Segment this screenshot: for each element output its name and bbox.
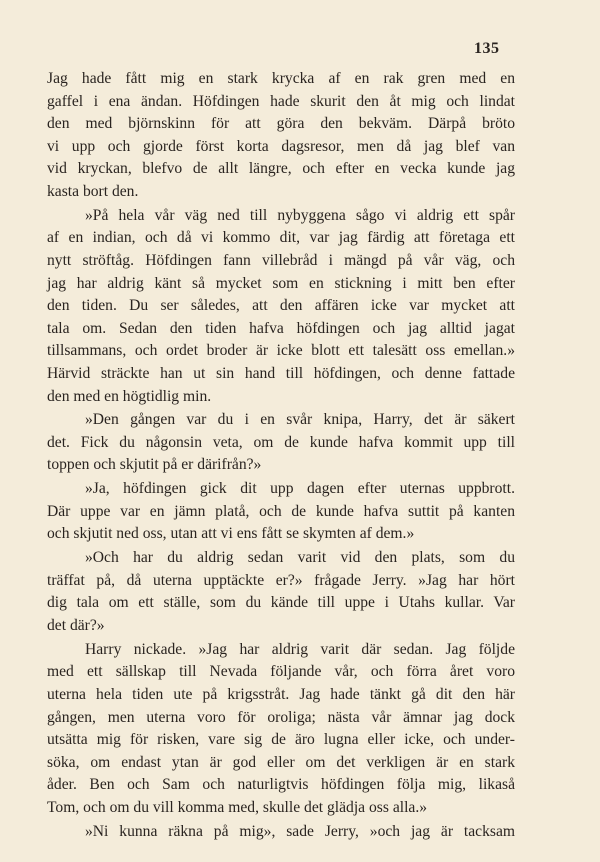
text-line: träffat på, då uterna upptäckte er?» frågade Jerry. »Jag har hört	[47, 571, 515, 589]
text-line: gaffel i ena ändan. Höfdingen hade skurit den åt mig och lindat	[47, 92, 515, 110]
text-line: kasta bort den.	[47, 182, 139, 200]
text-line: den med björnskinn för att göra den bekväm. Därpå bröto	[47, 115, 515, 133]
text-line: »Ni kunna räkna på mig», sade Jerry, »och jag är tacksam	[85, 822, 515, 840]
paragraph	[47, 478, 515, 546]
text-line: tillsammans, och ordet broder är icke blott ett talesätt oss emellan.»	[47, 342, 515, 360]
text-line: det. Fick du någonsin veta, om de kunde hafva kommit upp till	[47, 433, 515, 451]
page-number: 135	[474, 40, 500, 57]
body-text	[47, 68, 515, 845]
text-line: gången, men uterna voro för oroliga; nästa vår ämnar jag dock	[47, 708, 515, 726]
text-line: Jag hade fått mig en stark krycka af en rak gren med en	[47, 70, 515, 87]
text-line: toppen och skjutit på er därifrån?»	[47, 456, 262, 474]
paragraph	[47, 821, 515, 844]
paragraph	[47, 547, 515, 637]
text-line: Där uppe var en jämn platå, och de kunde hafva suttit på kanten	[47, 502, 515, 520]
paragraph	[47, 639, 515, 820]
text-line: åder. Ben och Sam och naturligtvis höfdingen följa mig, likaså	[47, 776, 515, 794]
text-line: och skjutit ned oss, utan att vi ens fått se skymten af dem.»	[47, 525, 415, 543]
text-line: det där?»	[47, 617, 105, 634]
text-line: utsätta mig för risken, vare sig de äro lugna eller icke, och under-	[47, 731, 515, 749]
text-line: uterna hela tiden ute på krigsstråt. Jag hade tänkt gå dit den här	[47, 685, 515, 703]
paragraph	[47, 409, 515, 477]
text-line: den tiden. Du ser således, att den affären icke var mycket att	[47, 297, 515, 315]
text-line: Tom, och om du vill komma med, skulle det glädja oss alla.»	[47, 798, 428, 816]
paragraph	[47, 205, 515, 408]
text-line: Harry nickade. »Jag har aldrig varit där sedan. Jag följde	[85, 640, 515, 658]
text-line: nytt ströftåg. Höfdingen fann villebråd i mängd på vår väg, och	[47, 251, 515, 269]
text-line: vi upp och gjorde först korta dagsresor, men då jag blef van	[47, 137, 515, 155]
text-line: vid kryckan, blefvo de allt längre, och efter en vecka kunde jag	[47, 160, 515, 178]
text-line: »Den gången var du i en svår knipa, Harry, det är säkert	[85, 411, 515, 429]
text-line: Härvid sträckte han ut sin hand till höfdingen, och denne fattade	[47, 364, 515, 382]
text-line: »Och har du aldrig sedan varit vid den plats, som du	[85, 549, 515, 567]
text-line: jag har aldrig känt så mycket som en stickning i mitt ben efter	[47, 274, 515, 292]
text-line: »Ja, höfdingen gick dit upp dagen efter uternas uppbrott.	[85, 480, 515, 498]
text-line: den med en högtidlig min.	[47, 387, 212, 405]
text-line: af en indian, och då vi kommo dit, var jag färdig att företaga ett	[47, 229, 515, 247]
text-line: söka, om endast ytan är god eller om det verkligen är en stark	[47, 753, 515, 771]
text-line: tala om. Sedan den tiden hafva höfdingen och jag alltid jagat	[47, 319, 515, 337]
text-line: »På hela vår väg ned till nybyggena sågo vi aldrig ett spår	[85, 206, 515, 224]
text-line: med ett sällskap till Nevada följande vår, och förra året voro	[47, 663, 515, 681]
paragraph	[47, 68, 515, 204]
text-line: dig tala om ett ställe, som du kände till uppe i Utahs kullar. Var	[47, 594, 515, 612]
